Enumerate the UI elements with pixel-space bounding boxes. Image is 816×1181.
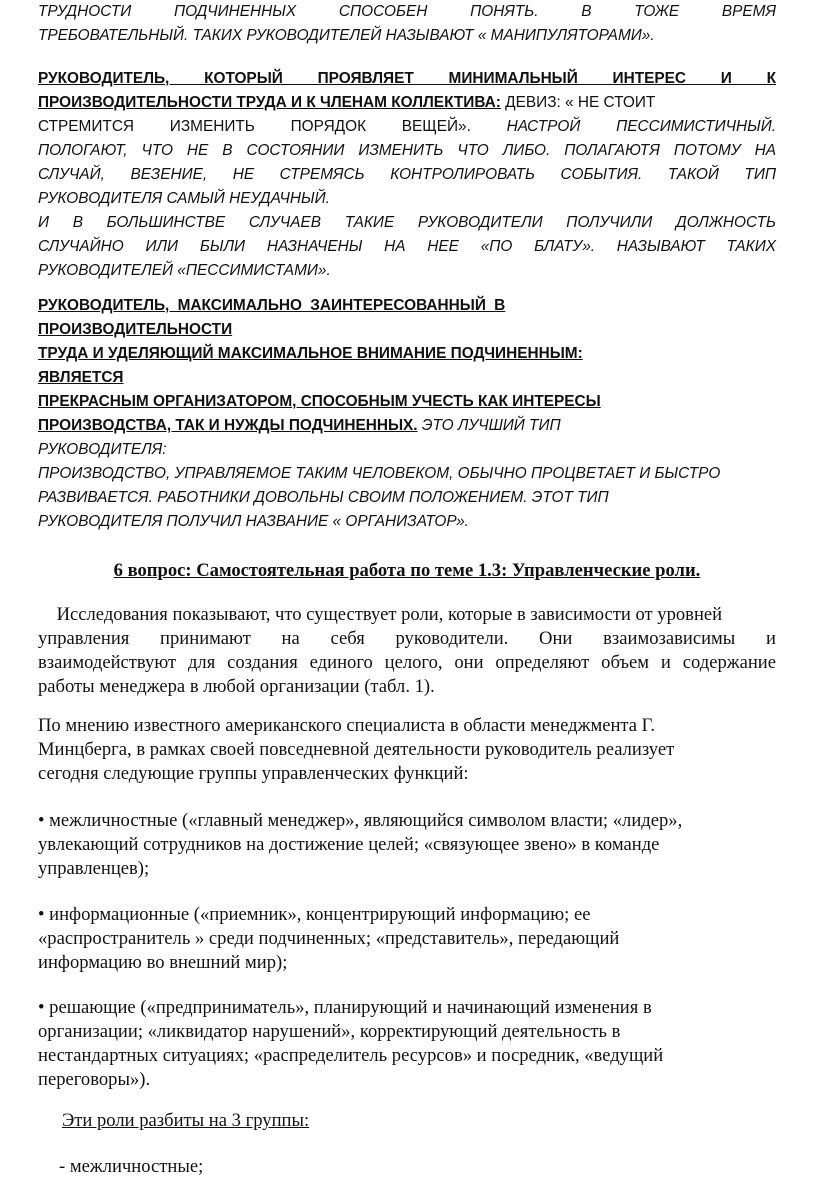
- text-line: РУКОВОДИТЕЛЕЙ «ПЕССИМИСТАМИ».: [38, 262, 331, 279]
- question-heading: 6 вопрос: Самостоятельная работа по теме 1.3: Управленческие роли.: [113, 560, 701, 581]
- text-line: работы менеджера в любой организации (табл. 1).: [38, 676, 435, 697]
- text-line: переговоры»).: [38, 1069, 151, 1090]
- text-line: СЛУЧАЙНО ИЛИ БЫЛИ НАЗНАЧЕНЫ НА НЕЕ «ПО БЛАТУ». НАЗЫВАЮТ ТАКИХ: [38, 238, 776, 255]
- text-line: РУКОВОДИТЕЛЯ САМЫЙ НЕУДАЧНЫЙ.: [38, 190, 330, 207]
- top-fragment: [38, 0, 776, 48]
- text-line: ПОЛОГАЮТ, ЧТО НЕ В СОСТОЯНИИ ИЗМЕНИТЬ ЧТО ЛИБО. ПОЛАГАЮТЯ ПОТОМУ НА: [38, 142, 776, 159]
- body-text: ЭТО ЛУЧШИЙ ТИП: [417, 417, 561, 434]
- bullet-item: [38, 903, 776, 975]
- text-line: сегодня следующие группы управленческих функций:: [38, 763, 469, 784]
- text-line: ПРОИЗВОДСТВО, УПРАВЛЯЕМОЕ ТАКИМ ЧЕЛОВЕКОМ, ОБЫЧНО ПРОЦВЕТАЕТ И БЫСТРО: [38, 465, 721, 482]
- text-line: Минцберга, в рамках своей повседневной деятельности руководитель реализует: [38, 739, 675, 760]
- text-line: информацию во внешний мир);: [38, 952, 288, 973]
- motto-text: ДЕВИЗ: « НЕ СТОИТ: [500, 94, 656, 111]
- text-line: И В БОЛЬШИНСТВЕ СЛУЧАЕВ ТАКИЕ РУКОВОДИТЕЛИ ПОЛУЧИЛИ ДОЛЖНОСТЬ: [38, 214, 776, 231]
- motto-text: СТРЕМИТСЯ ИЗМЕНИТЬ ПОРЯДОК ВЕЩЕЙ».: [38, 118, 471, 135]
- organizer-section: [38, 294, 776, 534]
- text-line: ТРЕБОВАТЕЛЬНЫЙ. ТАКИХ РУКОВОДИТЕЛЕЙ НАЗЫВАЮТ « МАНИПУЛЯТОРАМИ».: [38, 27, 655, 44]
- text-line: • информационные («приемник», концентрирующий информацию; ее: [38, 904, 591, 925]
- section-heading: ПРОИЗВОДИТЕЛЬНОСТИ ТРУДА И К ЧЛЕНАМ КОЛЛЕКТИВА:: [38, 94, 501, 111]
- text-line: «распространитель » среди подчиненных; «представитель», передающий: [38, 928, 620, 949]
- section-heading: ПРОИЗВОДИТЕЛЬНОСТИ: [38, 321, 233, 338]
- section-heading: ПРОИЗВОДСТВА, ТАК И НУЖДЫ ПОДЧИНЕННЫХ.: [38, 417, 418, 434]
- text-line: управленцев);: [38, 858, 150, 879]
- body-text: НАСТРОЙ ПЕССИМИСТИЧНЫЙ.: [470, 118, 776, 135]
- text-line: РУКОВОДИТЕЛЯ ПОЛУЧИЛ НАЗВАНИЕ « ОРГАНИЗАТОР».: [38, 513, 469, 530]
- bullet-item: [38, 809, 776, 881]
- groups-title: Эти роли разбиты на 3 группы:: [62, 1110, 310, 1131]
- text-line: нестандартных ситуациях; «распределитель ресурсов» и посредник, «ведущий: [38, 1045, 664, 1066]
- text-line: СЛУЧАЙ, ВЕЗЕНИЕ, НЕ СТРЕМЯСЬ КОНТРОЛИРОВАТЬ СОБЫТИЯ. ТАКОЙ ТИП: [38, 166, 776, 183]
- text-line: организации; «ликвидатор нарушений», корректирующий деятельность в: [38, 1021, 621, 1042]
- text-line: • решающие («предприниматель», планирующий и начинающий изменения в: [38, 997, 652, 1018]
- pessimist-section: [38, 67, 776, 283]
- text-line: По мнению известного американского специалиста в области менеджмента Г.: [38, 715, 655, 736]
- section-heading: РУКОВОДИТЕЛЬ, КОТОРЫЙ ПРОЯВЛЯЕТ МИНИМАЛЬНЫЙ ИНТЕРЕС И К: [38, 70, 776, 87]
- section-heading: ЯВЛЯЕТСЯ: [38, 369, 124, 386]
- text-line: РУКОВОДИТЕЛЯ:: [38, 441, 167, 458]
- text-line: управления принимают на себя руководители. Они взаимозависимы и: [38, 628, 776, 649]
- text-line: ТРУДНОСТИ ПОДЧИНЕННЫХ СПОСОБЕН ПОНЯТЬ. В ТОЖЕ ВРЕМЯ: [38, 3, 776, 20]
- section-heading: ПРЕКРАСНЫМ ОРГАНИЗАТОРОМ, СПОСОБНЫМ УЧЕСТЬ КАК ИНТЕРЕСЫ: [38, 393, 601, 410]
- section-heading: РУКОВОДИТЕЛЬ, МАКСИМАЛЬНО ЗАИНТЕРЕСОВАННЫЙ В: [38, 297, 506, 314]
- section-heading: ТРУДА И УДЕЛЯЮЩИЙ МАКСИМАЛЬНОЕ ВНИМАНИЕ ПОДЧИНЕННЫМ:: [38, 345, 583, 362]
- text-line: взаимодействуют для создания единого целого, они определяют объем и содержание: [38, 652, 776, 673]
- groups-first-item: - межличностные;: [59, 1156, 204, 1177]
- paragraph: [38, 714, 776, 786]
- text-line: РАЗВИВАЕТСЯ. РАБОТНИКИ ДОВОЛЬНЫ СВОИМ ПОЛОЖЕНИЕМ. ЭТОТ ТИП: [38, 489, 609, 506]
- bullet-item: [38, 996, 776, 1092]
- text-line: • межличностные («главный менеджер», являющийся символом власти; «лидер»,: [38, 810, 683, 831]
- text-line: Исследования показывают, что существует роли, которые в зависимости от уровней: [38, 604, 723, 625]
- text-line: увлекающий сотрудников на достижение целей; «связующее звено» в команде: [38, 834, 660, 855]
- paragraph: [38, 603, 776, 699]
